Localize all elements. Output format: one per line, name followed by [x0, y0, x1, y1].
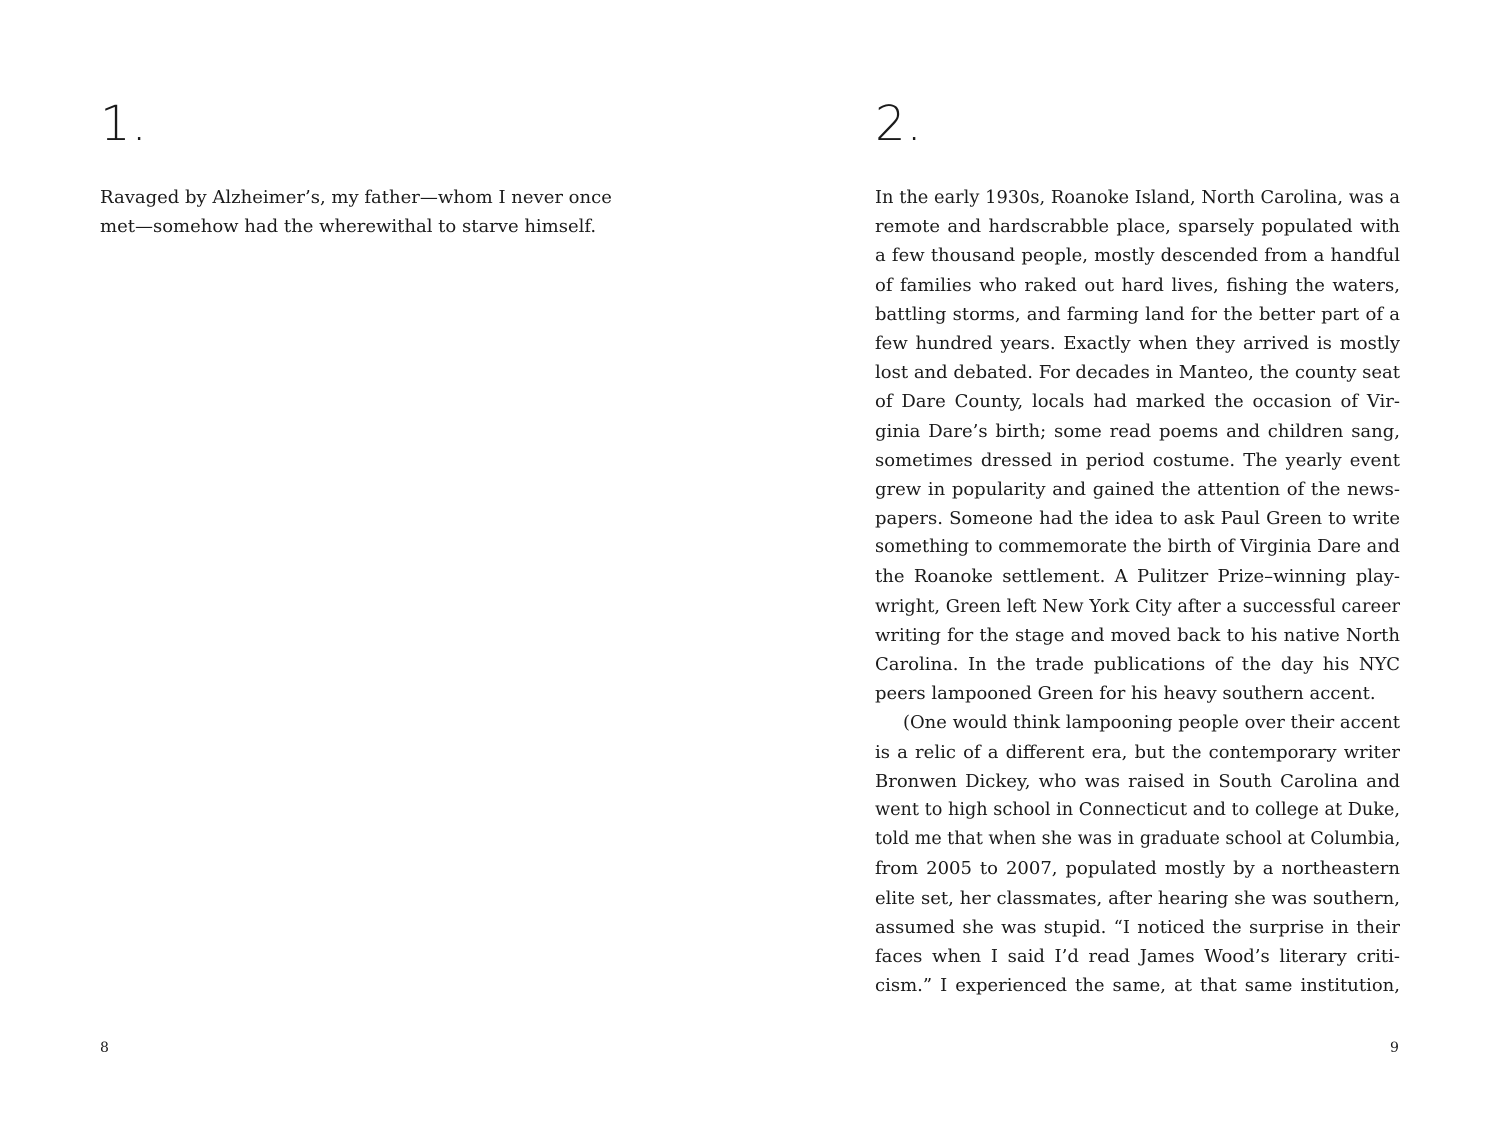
text-line: from 2005 to 2007, populated mostly by a northeastern — [875, 858, 1400, 880]
body-text — [100, 183, 630, 241]
section-number: 2. — [875, 96, 923, 152]
right-page — [750, 0, 1500, 1125]
text-line: something to commemorate the birth of Virginia Dare and — [875, 537, 1400, 558]
text-line: told me that when she was in graduate school at Columbia, — [875, 829, 1401, 850]
text-line: In the early 1930s, Roanoke Island, North Carolina, was a — [875, 187, 1400, 208]
text-line: few hundred years. Exactly when they arrived is mostly — [875, 332, 1400, 354]
text-line: is a relic of a different era, but the contemporary writer — [875, 741, 1400, 763]
text-line: cism.” I experienced the same, at that same institution, — [875, 975, 1400, 997]
text-line: papers. Someone had the idea to ask Paul Green to write — [875, 508, 1400, 530]
text-line: (One would think lampooning people over their accent — [903, 712, 1400, 734]
text-line: of Dare County, locals had marked the occasion of Vir- — [875, 391, 1400, 413]
text-line: Bronwen Dickey, who was raised in South Carolina and — [875, 770, 1400, 792]
text-line: of families who raked out hard lives, fishing the waters, — [875, 274, 1400, 296]
text-line: elite set, her classmates, after hearing she was southern, — [875, 887, 1400, 909]
body-text — [875, 183, 1400, 1000]
text-line: assumed she was stupid. “I noticed the surprise in their — [875, 916, 1400, 938]
text-line: Carolina. In the trade publications of the day his NYC — [875, 654, 1400, 675]
text-line: battling storms, and farming land for the better part of a — [875, 303, 1400, 325]
text-line: the Roanoke settlement. A Pulitzer Prize–winning play- — [875, 566, 1400, 588]
text-line: ginia Dare’s birth; some read poems and children sang, — [875, 420, 1400, 442]
text-line: Ravaged by Alzheimer’s, my father—whom I never once — [100, 187, 612, 208]
text-line: faces when I said I’d read James Wood’s literary criti- — [875, 945, 1400, 967]
text-line: lost and debated. For decades in Manteo, the county seat — [875, 362, 1400, 384]
section-number: 1. — [100, 96, 148, 152]
page-number: 9 — [1390, 1040, 1399, 1056]
paragraph — [875, 183, 1400, 708]
text-line: went to high school in Connecticut and to college at Duke, — [875, 799, 1400, 820]
text-line: wright, Green left New York City after a successful career — [875, 595, 1400, 617]
text-line: writing for the stage and moved back to his native North — [875, 624, 1400, 646]
text-line: peers lampooned Green for his heavy southern accent. — [875, 683, 1376, 705]
text-line: grew in popularity and gained the attention of the news- — [875, 478, 1400, 500]
text-line: a few thousand people, mostly descended from a handful — [875, 245, 1400, 267]
text-line: sometimes dressed in period costume. The yearly event — [875, 449, 1400, 471]
text-line: met—somehow had the wherewithal to starve himself. — [100, 216, 597, 238]
paragraph — [875, 708, 1400, 1000]
text-line: remote and hardscrabble place, sparsely populated with — [875, 216, 1400, 238]
page-number: 8 — [100, 1040, 109, 1056]
